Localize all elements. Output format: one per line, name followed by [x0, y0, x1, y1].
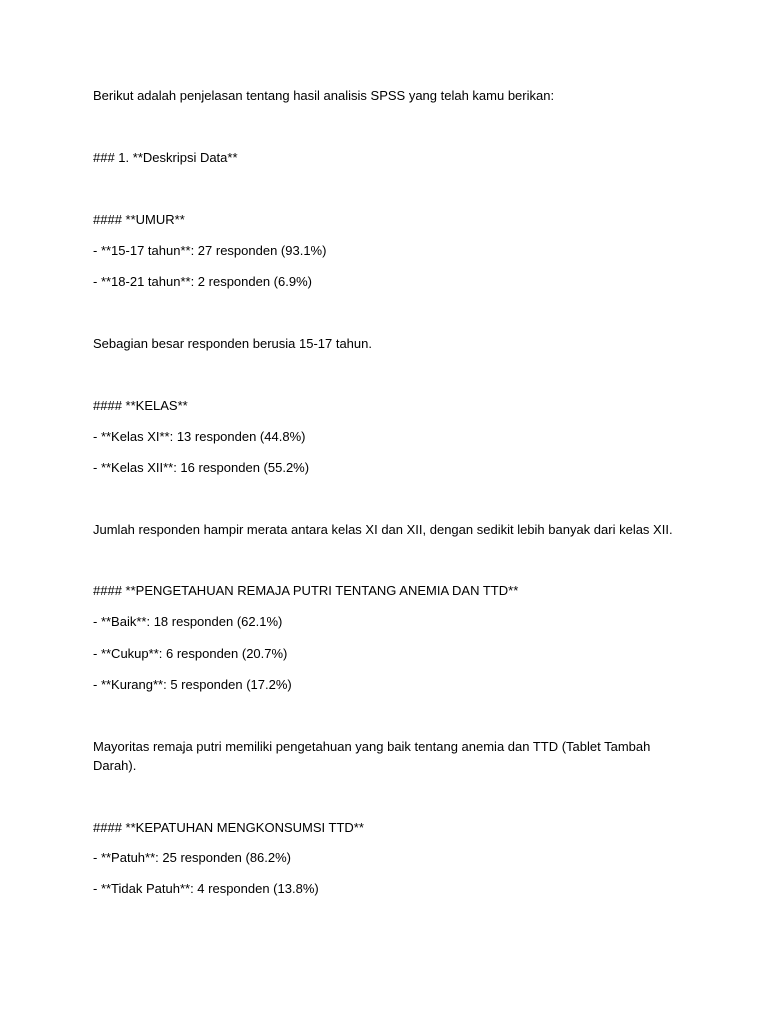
subheading-kepatuhan: #### **KEPATUHAN MENGKONSUMSI TTD** — [93, 820, 364, 835]
intro-paragraph: Berikut adalah penjelasan tentang hasil analisis SPSS yang telah kamu berikan: — [93, 88, 555, 103]
list-item: - **Baik**: 18 responden (62.1%) — [93, 614, 283, 629]
list-item: - **Patuh**: 25 responden (86.2%) — [93, 850, 292, 865]
list-item: - **Tidak Patuh**: 4 responden (13.8%) — [93, 881, 319, 896]
subheading-kelas: #### **KELAS** — [93, 398, 188, 413]
subheading-pengetahuan: #### **PENGETAHUAN REMAJA PUTRI TENTANG ANEMIA DAN TTD** — [93, 583, 519, 598]
pengetahuan-summary: Mayoritas remaja putri memiliki pengetahuan yang baik tentang anemia dan TTD (Tablet Tambah Darah). — [93, 739, 651, 773]
umur-summary: Sebagian besar responden berusia 15-17 tahun. — [93, 336, 372, 351]
section-heading-deskripsi-data: ### 1. **Deskripsi Data** — [93, 150, 238, 165]
list-item: - **Cukup**: 6 responden (20.7%) — [93, 646, 288, 661]
list-item: - **Kelas XII**: 16 responden (55.2%) — [93, 460, 310, 475]
list-item: - **15-17 tahun**: 27 responden (93.1%) — [93, 243, 327, 258]
subheading-umur: #### **UMUR** — [93, 212, 185, 227]
list-item: - **Kelas XI**: 13 responden (44.8%) — [93, 429, 306, 444]
list-item: - **18-21 tahun**: 2 responden (6.9%) — [93, 274, 312, 289]
kelas-summary: Jumlah responden hampir merata antara kelas XI dan XII, dengan sedikit lebih banyak dari kelas XII. — [93, 522, 673, 537]
list-item: - **Kurang**: 5 responden (17.2%) — [93, 677, 292, 692]
